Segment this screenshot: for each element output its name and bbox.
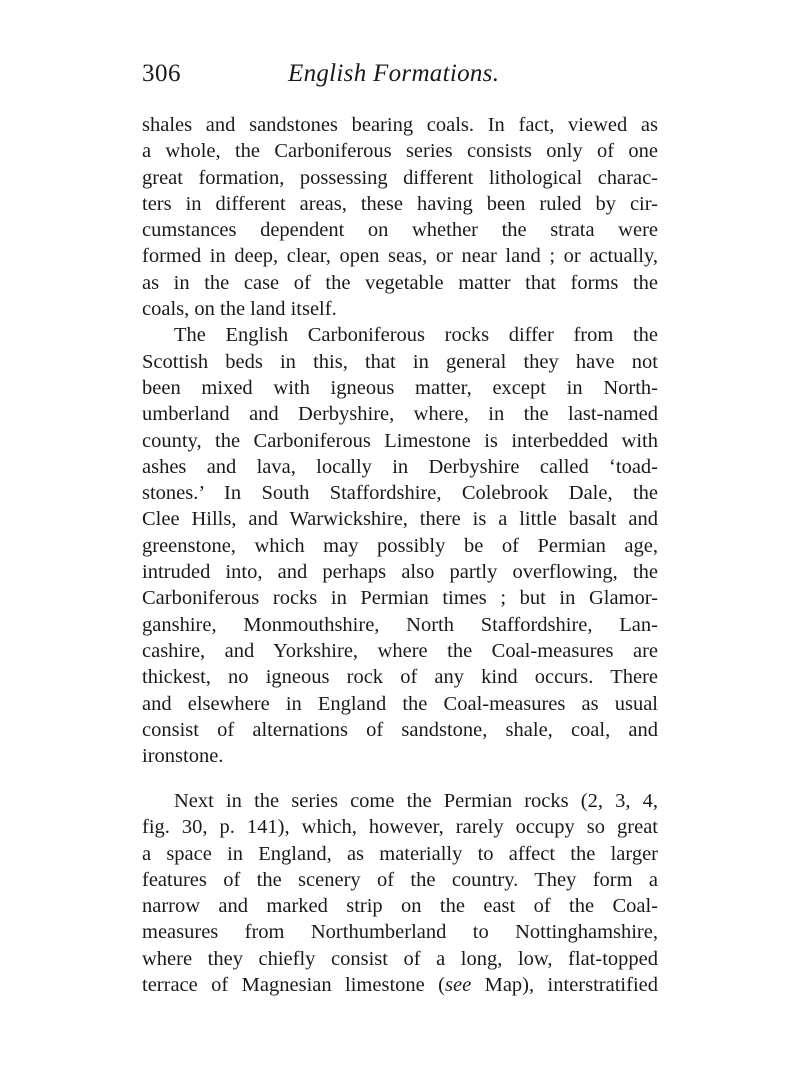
paragraph-3-line: a space in England, as materially to affect the larger xyxy=(142,842,658,865)
paragraph-2-line: Carboniferous rocks in Permian times ; but in Glamor- xyxy=(142,587,658,610)
paragraph-2-line: Clee Hills, and Warwickshire, there is a little basalt and xyxy=(142,508,658,531)
paragraph-1-line: shales and sandstones bearing coals. In fact, viewed as xyxy=(142,114,658,136)
paragraph-2-line: consist of alternations of sandstone, shale, coal, and xyxy=(142,718,658,741)
paragraph-2-line: cashire, and Yorkshire, where the Coal-measures are xyxy=(142,639,658,662)
paragraph-2-line: ganshire, Monmouthshire, North Staffordshire, Lan- xyxy=(142,613,658,636)
page-header xyxy=(142,60,658,100)
running-title: English Formations. xyxy=(288,60,500,87)
paragraph-2-line: greenstone, which may possibly be of Permian age, xyxy=(142,534,658,557)
paragraph-3-last-line xyxy=(142,972,658,998)
paragraph-2-line: Scottish beds in this, that in general they have not xyxy=(142,350,658,373)
paragraph-1-line: a whole, the Carboniferous series consists only of one xyxy=(142,140,658,163)
paragraph-2-line: umberland and Derbyshire, where, in the last-named xyxy=(142,403,658,426)
page-number: 306 xyxy=(142,60,181,87)
paragraph-2-line: The English Carboniferous rocks differ from the xyxy=(174,324,658,347)
last-line-text-after: Map), interstratified xyxy=(471,974,658,997)
paragraph-1-line: great formation, possessing different lithological charac- xyxy=(142,166,658,189)
paragraph-3-line: measures from Northumberland to Nottinghamshire, xyxy=(142,921,658,944)
see-reference: see xyxy=(445,974,472,997)
paragraph-1-line: ters in different areas, these having been ruled by cir- xyxy=(142,192,658,215)
last-line-text-before: terrace of Magnesian limestone ( xyxy=(142,974,445,997)
paragraph-2-line: been mixed with igneous matter, except in North- xyxy=(142,376,658,399)
paragraph-3-line: where they chiefly consist of a long, low, flat-topped xyxy=(142,947,658,970)
paragraph-3-line: Next in the series come the Permian rocks (2, 3, 4, xyxy=(174,790,658,812)
paragraph-2-line: and elsewhere in England the Coal-measures as usual xyxy=(142,692,658,715)
paragraph-3 xyxy=(142,788,658,998)
paragraph-1-line: formed in deep, clear, open seas, or near land ; or actually, xyxy=(142,245,658,268)
paragraph-2-line: ironstone. xyxy=(142,745,224,768)
paragraph-2-line: county, the Carboniferous Limestone is interbedded with xyxy=(142,429,658,452)
paragraph-2-line: stones.’ In South Staffordshire, Colebrook Dale, the xyxy=(142,482,658,505)
paragraph-1-line: as in the case of the vegetable matter that forms the xyxy=(142,271,658,294)
paragraph-2-line: thickest, no igneous rock of any kind occurs. There xyxy=(142,666,658,689)
paragraph-1-line: cumstances dependent on whether the strata were xyxy=(142,219,658,242)
paragraph-2-line: intruded into, and perhaps also partly overflowing, the xyxy=(142,561,658,584)
paragraph-3-line: narrow and marked strip on the east of the Coal- xyxy=(142,895,658,918)
paragraph-3-line: features of the scenery of the country. They form a xyxy=(142,868,658,891)
body-text xyxy=(142,112,658,769)
paragraph-1-line: coals, on the land itself. xyxy=(142,298,337,321)
paragraph-3-line: fig. 30, p. 141), which, however, rarely occupy so great xyxy=(142,816,658,839)
paragraph-2-line: ashes and lava, locally in Derbyshire called ‘toad- xyxy=(142,455,658,478)
